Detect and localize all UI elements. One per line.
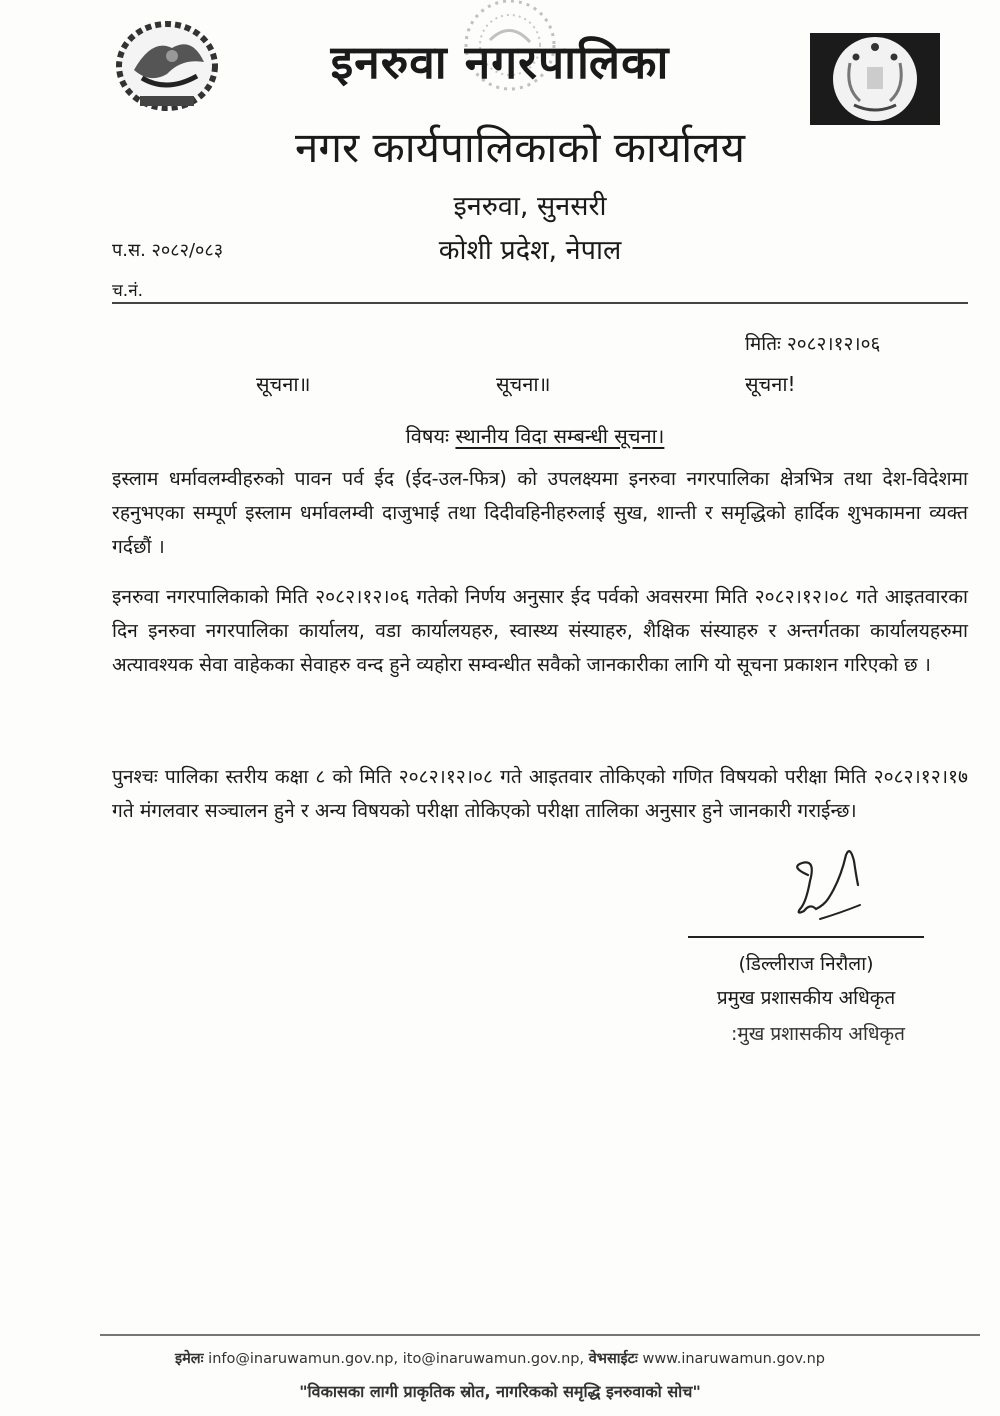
body-paragraph: इनरुवा नगरपालिकाको मिति २०८२।१२।०६ गतेको निर्णय अनुसार ईद पर्वको अवसरमा मिति २०८२।१२।०८ गते आइतवारका दिन इनरुवा नगरपालिका कार्यालय, वडा कार्यालयहरु, स्वास्थ्य संस्याहरु, शैक्षिक संस्याहरु र अन्तर्गतका कार्यालयहरुमा अत्यावश्यक सेवा वाहेकका सेवाहरु वन्द हुने व्यहोरा सम्वन्धीत सवैको जानकारीका लागि यो सूचना प्रकाशन गरिएको छ । [112, 585, 968, 676]
email-label: इमेलः [175, 1351, 204, 1367]
address-line-2: कोशी प्रदेश, नेपाल [438, 235, 622, 266]
signatory-name: (डिल्लीराज निरौला) [738, 953, 874, 975]
fiscal-year-ref: प.स. २०८२/०८३ [112, 240, 224, 261]
signatory-stamp: :मुख प्रशासकीय अधिकृत [731, 1023, 905, 1045]
header-divider [112, 302, 968, 304]
subject-text: स्थानीय विदा सम्बन्धी सूचना। [455, 424, 665, 448]
body-paragraph: इस्लाम धर्मावलम्वीहरुको पावन पर्व ईद (ईद-उल-फित्र) को उपलक्ष्यमा इनरुवा नगरपालिका क्षेत्रभित्र तथा देश-विदेशमा रहनुभएका सम्पूर्ण इस्लाम धर्मावलम्वी दाजुभाई तथा दिदीवहिनीहरुलाई सुख, शान्ती र समृद्धिको हार्दिक शुभकामना व्यक्त गर्दछौं । [112, 467, 968, 558]
footer-divider [100, 1334, 980, 1336]
notice-heading: सूचना! [745, 372, 796, 396]
body-paragraph: पुनश्चः पालिका स्तरीय कक्षा ८ को मिति २०८२।१२।०८ गते आइतवार तोकिएको गणित विषयको परीक्षा मिति २०८२।१२।१७ गते मंगलवार सञ्चालन हुने र अन्य विषयको परीक्षा तोकिएको परीक्षा तालिका अनुसार हुने जानकारी गराईन्छ। [112, 765, 968, 822]
letter-date: मितिः २०८२।१२।०६ [745, 333, 881, 355]
website-label: वेभसाईटः [588, 1351, 638, 1367]
address-line-1: इनरुवा, सुनसरी [453, 191, 607, 222]
footer-motto: "विकासका लागी प्राकृतिक स्रोत, नागरिकको समृद्धि इनरुवाको सोच" [299, 1382, 701, 1401]
dispatch-number: च.नं. [112, 281, 144, 301]
notice-heading: सूचना॥ [496, 372, 551, 396]
signature-line [688, 936, 924, 938]
website-link[interactable]: www.inaruwamun.gov.np [642, 1351, 825, 1367]
notice-heading: सूचना॥ [256, 372, 311, 396]
subject-line [0, 422, 1000, 449]
email-addresses[interactable]: info@inaruwamun.gov.np, ito@inaruwamun.gov.np, [208, 1351, 585, 1367]
handwritten-signature [780, 845, 890, 925]
signatory-title: प्रमुख प्रशासकीय अधिकृत [716, 987, 896, 1009]
office-name: नगर कार्यपालिकाको कार्यालय [295, 123, 745, 172]
subject-label: विषयः [405, 424, 450, 448]
municipality-name: इनरुवा नगरपालिका [330, 35, 670, 89]
footer-contact [0, 1348, 1000, 1368]
inaruwa-municipality-logo [810, 33, 940, 125]
